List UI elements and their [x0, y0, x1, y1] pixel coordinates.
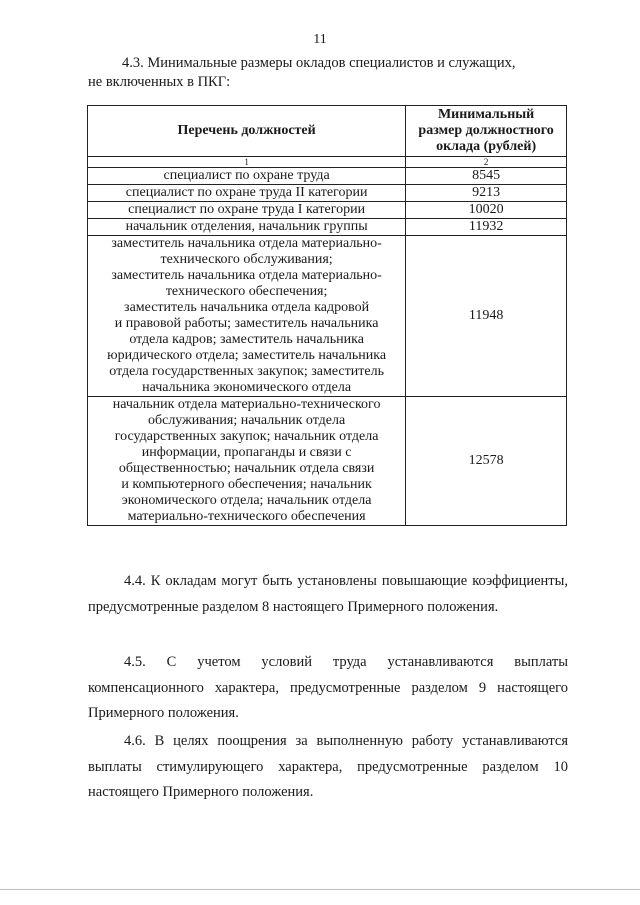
position-cell: специалист по охране труда	[88, 168, 406, 185]
salary-cell: 9213	[406, 185, 567, 202]
header-positions: Перечень должностей	[88, 106, 406, 157]
paragraph-text: 4.5. С учетом условий труда устанавливаются выплаты компенсационного характера, предусмотренные разделом 9 настоящего Примерного положения.	[88, 654, 568, 721]
position-cell: специалист по охране труда I категории	[88, 202, 406, 219]
position-line: отдела государственных закупок; заместитель	[109, 364, 384, 379]
salary-cell: 10020	[406, 202, 567, 219]
position-cell: начальник отделения, начальник группы	[88, 219, 406, 236]
column-number-row	[88, 157, 567, 168]
position-line: технического обеспечения;	[165, 284, 328, 299]
salary-cell: 12578	[406, 397, 567, 526]
position-line: заместитель начальника отдела материально-	[111, 268, 382, 283]
header-min-salary-line: оклада (рублей)	[436, 139, 537, 154]
page-number: 11	[313, 32, 327, 47]
salary-cell: 11948	[406, 236, 567, 397]
position-line: юридического отдела; заместитель начальника	[107, 348, 387, 363]
position-line: обслуживания; начальник отдела	[147, 413, 346, 428]
position-line: отдела кадров; заместитель начальника	[129, 332, 364, 347]
heading-line-1: 4.3. Минимальные размеры окладов специалистов и служащих,	[122, 55, 516, 71]
table-row	[88, 185, 567, 202]
page-edge-line	[0, 889, 640, 890]
paragraph-4-6	[88, 729, 568, 806]
position-line: государственных закупок; начальник отдела	[114, 429, 379, 444]
paragraph-4-5	[88, 650, 568, 727]
salary-cell: 8545	[406, 168, 567, 185]
heading-line-2: не включенных в ПКГ:	[88, 74, 231, 90]
position-line: заместитель начальника отдела материально-	[111, 236, 382, 251]
table-header-row	[88, 106, 567, 157]
position-line: материально-технического обеспечения	[127, 509, 366, 524]
column-number: 1	[88, 157, 406, 168]
table-row	[88, 397, 567, 526]
paragraph-text: 4.4. К окладам могут быть установлены повышающие коэффициенты, предусмотренные разделом 8 настоящего Примерного положения.	[88, 573, 568, 615]
position-line: информации, пропаганды и связи с	[141, 445, 352, 460]
position-line: общественностью; начальник отдела связи	[118, 461, 375, 476]
section-heading	[88, 54, 570, 92]
position-line: экономического отдела; начальник отдела	[121, 493, 372, 508]
paragraph-text: 4.6. В целях поощрения за выполненную работу устанавливаются выплаты стимулирующего характера, предусмотренные разделом 10 настоящего Примерного положения.	[88, 733, 568, 800]
table-row	[88, 236, 567, 397]
position-cell: специалист по охране труда II категории	[88, 185, 406, 202]
salary-cell: 11932	[406, 219, 567, 236]
position-cell	[88, 236, 406, 397]
table-row	[88, 168, 567, 185]
position-line: и правовой работы; заместитель начальника	[114, 316, 379, 331]
position-line: технического обслуживания;	[160, 252, 333, 267]
table-row	[88, 219, 567, 236]
position-cell	[88, 397, 406, 526]
header-min-salary-line: размер должностного	[418, 123, 554, 138]
salary-table	[87, 105, 567, 526]
table-row	[88, 202, 567, 219]
position-line: начальник отдела материально-технического	[112, 397, 381, 412]
column-number: 2	[406, 157, 567, 168]
position-line: заместитель начальника отдела кадровой	[124, 300, 370, 315]
header-min-salary	[406, 106, 567, 157]
header-min-salary-line: Минимальный	[437, 107, 535, 122]
paragraph-4-4	[88, 569, 568, 620]
position-line: и компьютерного обеспечения; начальник	[121, 477, 372, 492]
position-line: начальника экономического отдела	[142, 380, 352, 395]
